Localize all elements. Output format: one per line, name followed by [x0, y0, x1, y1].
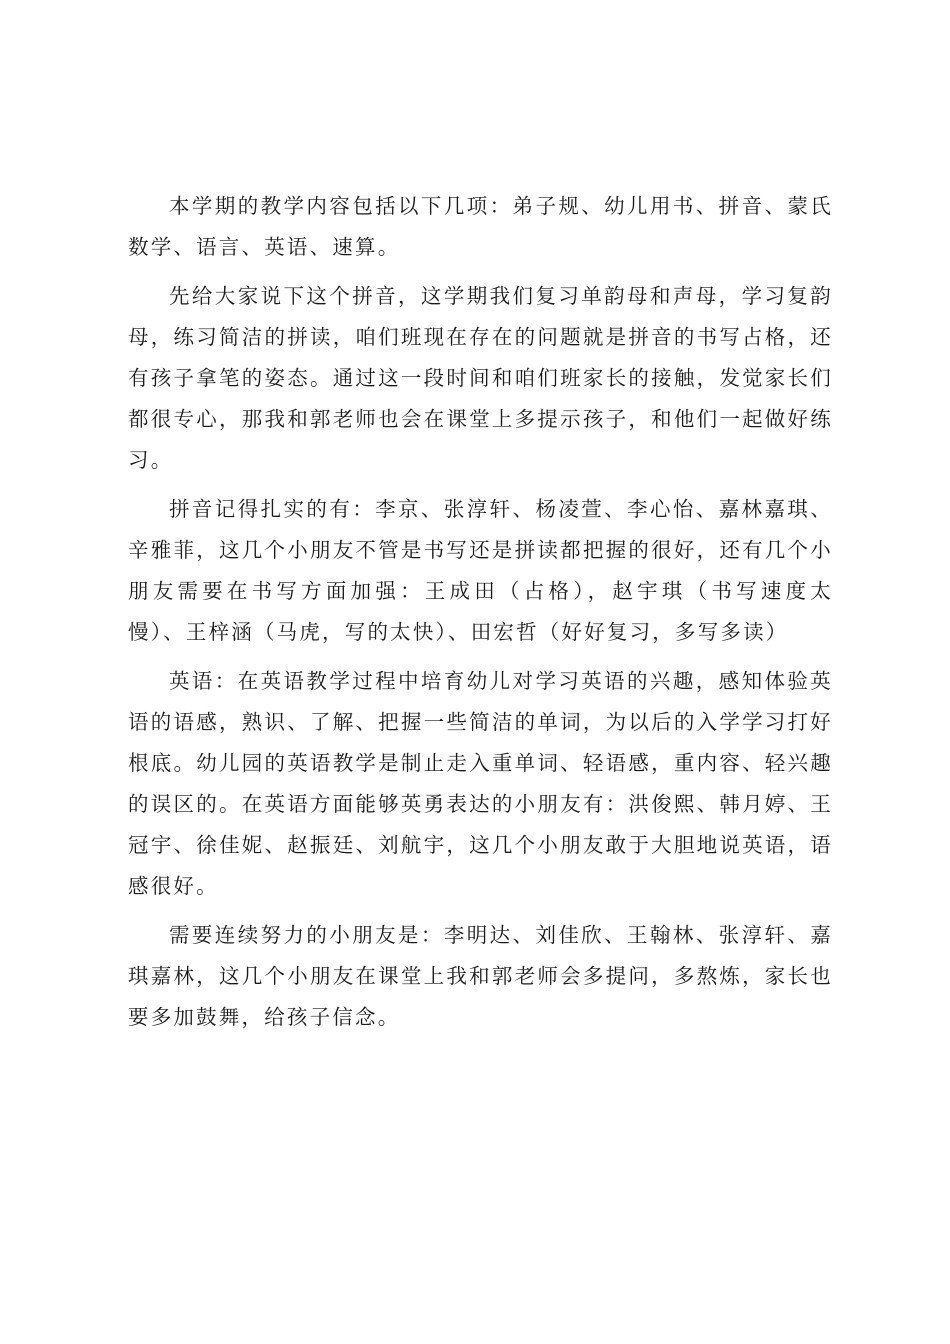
paragraph-needs-effort: 需要连续努力的小朋友是：李明达、刘佳欣、王翰林、张淳轩、嘉琪嘉林，这几个小朋友在课堂上我和郭老师会多提问，多熬炼，家长也要多加鼓舞，给孩子信念。	[128, 923, 833, 1029]
document-body	[128, 186, 833, 1038]
paragraph-pinyin-students: 拼音记得扎实的有：李京、张淳轩、杨凌萱、李心怡、嘉林嘉琪、辛雅菲，这几个小朋友不管是书写还是拼读都把握的很好，还有几个小朋友需要在书写方面加强：王成田（占格），赵宇琪（书写速度太慢）、王梓涵（马虎，写的太快）、田宏哲（好好复习，多写多读）	[128, 497, 833, 644]
paragraph-english: 英语：在英语教学过程中培育幼儿对学习英语的兴趣，感知体验英语的语感，熟识、了解、把握一些简洁的单词，为以后的入学学习打好根底。幼儿园的英语教学是制止走入重单词、轻语感，重内容、轻兴趣的误区的。在英语方面能够英勇表达的小朋友有：洪俊熙、韩月婷、王冠宇、徐佳妮、赵振廷、刘航宇，这几个小朋友敢于大胆地说英语，语感很好。	[128, 669, 833, 898]
paragraph-pinyin: 先给大家说下这个拼音，这学期我们复习单韵母和声母，学习复韵母，练习简洁的拼读，咱们班现在存在的问题就是拼音的书写占格，还有孩子拿笔的姿态。通过这一段时间和咱们班家长的接触，发觉家长们都很专心，那我和郭老师也会在课堂上多提示孩子，和他们一起做好练习。	[128, 284, 833, 472]
paragraph-curriculum: 本学期的教学内容包括以下几项：弟子规、幼儿用书、拼音、蒙氏数学、语言、英语、速算。	[128, 194, 833, 259]
